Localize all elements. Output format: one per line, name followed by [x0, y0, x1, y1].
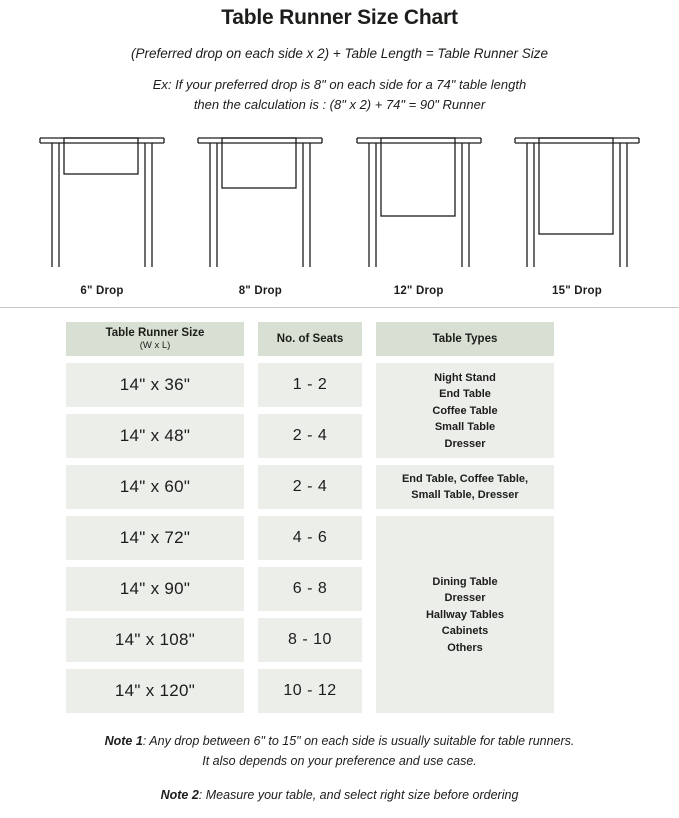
drop-diagrams	[0, 127, 679, 297]
header-runner-size-label: Table Runner Size	[105, 326, 205, 339]
table-row: 4 - 6	[258, 516, 362, 560]
size-table	[0, 308, 679, 713]
drop-label-15: 15" Drop	[552, 285, 602, 298]
table-row: 10 - 12	[258, 669, 362, 713]
table-type-line: Dining Table	[432, 575, 498, 588]
table-row: 14" x 108"	[66, 618, 244, 662]
diagram-drop-6	[26, 127, 178, 297]
note-1-line-2: It also depends on your preference and use case.	[202, 754, 477, 769]
note-2	[46, 785, 633, 805]
table-row: 14" x 72"	[66, 516, 244, 560]
column-table-types	[376, 322, 554, 713]
table-types-group-1	[376, 363, 554, 458]
page-title: Table Runner Size Chart	[221, 6, 458, 29]
note-2-label: Note 2	[160, 788, 199, 803]
table-row: 14" x 90"	[66, 567, 244, 611]
table-row: 6 - 8	[258, 567, 362, 611]
header-table-types-label: Table Types	[432, 332, 498, 345]
table-type-line: Coffee Table	[432, 404, 498, 417]
example-line-1: Ex: If your preferred drop is 8" on each side for a 74" table length	[152, 77, 527, 92]
diagram-drop-15	[501, 127, 653, 297]
table-type-line: Dresser	[444, 437, 486, 450]
table-types-group-3	[376, 516, 554, 713]
table-row: 14" x 120"	[66, 669, 244, 713]
header-runner-size	[66, 322, 244, 356]
table-type-line: Small Table, Dresser	[411, 489, 519, 502]
table-row: 2 - 4	[258, 414, 362, 458]
note-1-label: Note 1	[104, 734, 143, 749]
table-type-line: Small Table	[434, 421, 496, 434]
drop-label-8: 8" Drop	[238, 285, 282, 298]
table-row: 14" x 48"	[66, 414, 244, 458]
note-1	[46, 731, 633, 771]
table-type-line: Night Stand	[434, 371, 496, 384]
table-type-line: End Table, Coffee Table,	[401, 472, 529, 485]
drop-label-12: 12" Drop	[393, 285, 444, 298]
table-types-group-2	[376, 465, 554, 509]
header-table-types	[376, 322, 554, 356]
note-1-line-1: : Any drop between 6" to 15" on each side is usually suitable for table runners.	[142, 734, 575, 749]
example-text	[0, 75, 679, 115]
header-runner-size-sub: (W x L)	[139, 339, 171, 351]
table-row: 1 - 2	[258, 363, 362, 407]
diagram-drop-8	[184, 127, 336, 297]
table-diagram-6-icon	[32, 127, 172, 277]
table-diagram-8-icon	[190, 127, 330, 277]
table-type-line: Dresser	[444, 592, 486, 605]
table-row: 8 - 10	[258, 618, 362, 662]
table-type-line: End Table	[439, 388, 491, 401]
table-row: 2 - 4	[258, 465, 362, 509]
table-row: 14" x 36"	[66, 363, 244, 407]
notes-section	[0, 731, 679, 805]
formula-text: (Preferred drop on each side x 2) + Table Length = Table Runner Size	[130, 46, 549, 61]
note-2-text: : Measure your table, and select right size before ordering	[198, 788, 519, 803]
size-chart-page	[0, 6, 679, 818]
table-diagram-12-icon	[349, 127, 489, 277]
table-type-line: Others	[447, 641, 483, 654]
header-seats	[258, 322, 362, 356]
table-type-line: Hallway Tables	[425, 608, 505, 621]
header-seats-label: No. of Seats	[276, 332, 344, 345]
table-diagram-15-icon	[507, 127, 647, 277]
drop-label-6: 6" Drop	[80, 285, 124, 298]
column-runner-size	[66, 322, 244, 713]
table-row: 14" x 60"	[66, 465, 244, 509]
example-line-2: then the calculation is : (8" x 2) + 74" = 90" Runner	[193, 97, 486, 113]
table-type-line: Cabinets	[441, 625, 489, 638]
diagram-drop-12	[343, 127, 495, 297]
column-seats	[258, 322, 362, 713]
